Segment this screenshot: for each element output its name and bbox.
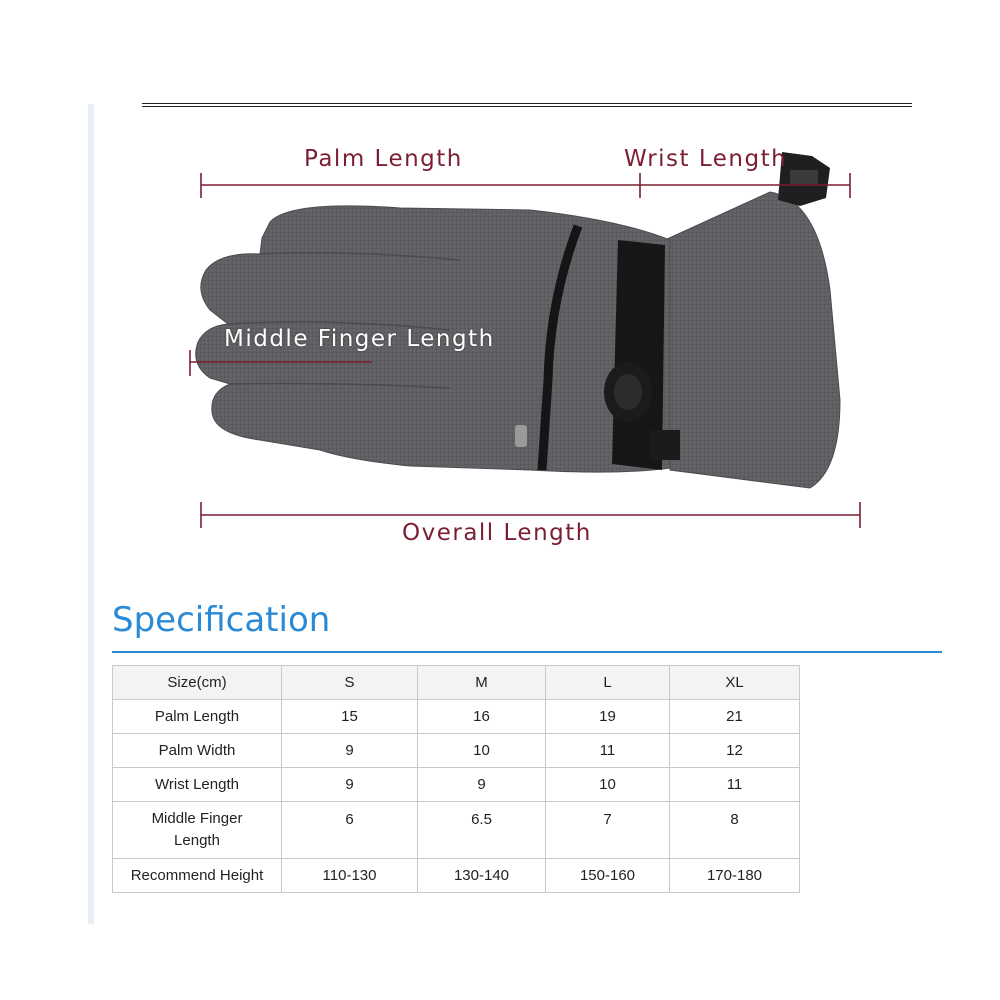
table-cell: 21 — [670, 700, 800, 734]
table-row — [113, 859, 800, 893]
table-cell: 15 — [282, 700, 418, 734]
header-cell-size: Size(cm) — [113, 666, 282, 700]
table-row — [113, 768, 800, 802]
table-cell: 9 — [282, 768, 418, 802]
header-cell-xl: XL — [670, 666, 800, 700]
table-cell: 11 — [670, 768, 800, 802]
row-label-wrist-length: Wrist Length — [113, 768, 282, 802]
row-label-middle-finger-length — [113, 802, 282, 859]
table-row — [113, 802, 800, 859]
middle-finger-length-label: Middle Finger Length — [224, 326, 495, 352]
table-row — [113, 734, 800, 768]
table-cell: 12 — [670, 734, 800, 768]
table-cell: 6 — [282, 802, 418, 859]
table-cell: 10 — [546, 768, 670, 802]
specification-title: Specification — [112, 600, 331, 640]
glove-size-diagram — [150, 130, 910, 570]
table-cell: 150-160 — [546, 859, 670, 893]
table-cell: 16 — [418, 700, 546, 734]
header-cell-s: S — [282, 666, 418, 700]
wrist-length-label: Wrist Length — [624, 146, 788, 172]
zipper-pull — [515, 425, 527, 447]
palm-length-dimension-line — [201, 173, 640, 198]
table-cell: 130-140 — [418, 859, 546, 893]
row-label-palm-width: Palm Width — [113, 734, 282, 768]
table-cell: 9 — [418, 768, 546, 802]
table-cell: 7 — [546, 802, 670, 859]
glove-cuff — [665, 192, 840, 488]
header-cell-m: M — [418, 666, 546, 700]
middle-finger-label-text: Middle Finger Length — [151, 810, 243, 849]
table-cell: 8 — [670, 802, 800, 859]
size-specification-table — [112, 665, 800, 893]
row-label-recommend-height: Recommend Height — [113, 859, 282, 893]
table-row — [113, 700, 800, 734]
top-divider — [142, 103, 912, 107]
table-header-row — [113, 666, 800, 700]
table-cell: 170-180 — [670, 859, 800, 893]
row-label-palm-length: Palm Length — [113, 700, 282, 734]
table-cell: 19 — [546, 700, 670, 734]
table-cell: 110-130 — [282, 859, 418, 893]
left-border-strip — [88, 104, 94, 924]
header-cell-l: L — [546, 666, 670, 700]
table-cell: 10 — [418, 734, 546, 768]
table-cell: 11 — [546, 734, 670, 768]
specification-underline — [112, 651, 942, 653]
table-cell: 9 — [282, 734, 418, 768]
palm-length-label: Palm Length — [304, 146, 463, 172]
table-cell: 6.5 — [418, 802, 546, 859]
overall-length-label: Overall Length — [402, 520, 592, 546]
